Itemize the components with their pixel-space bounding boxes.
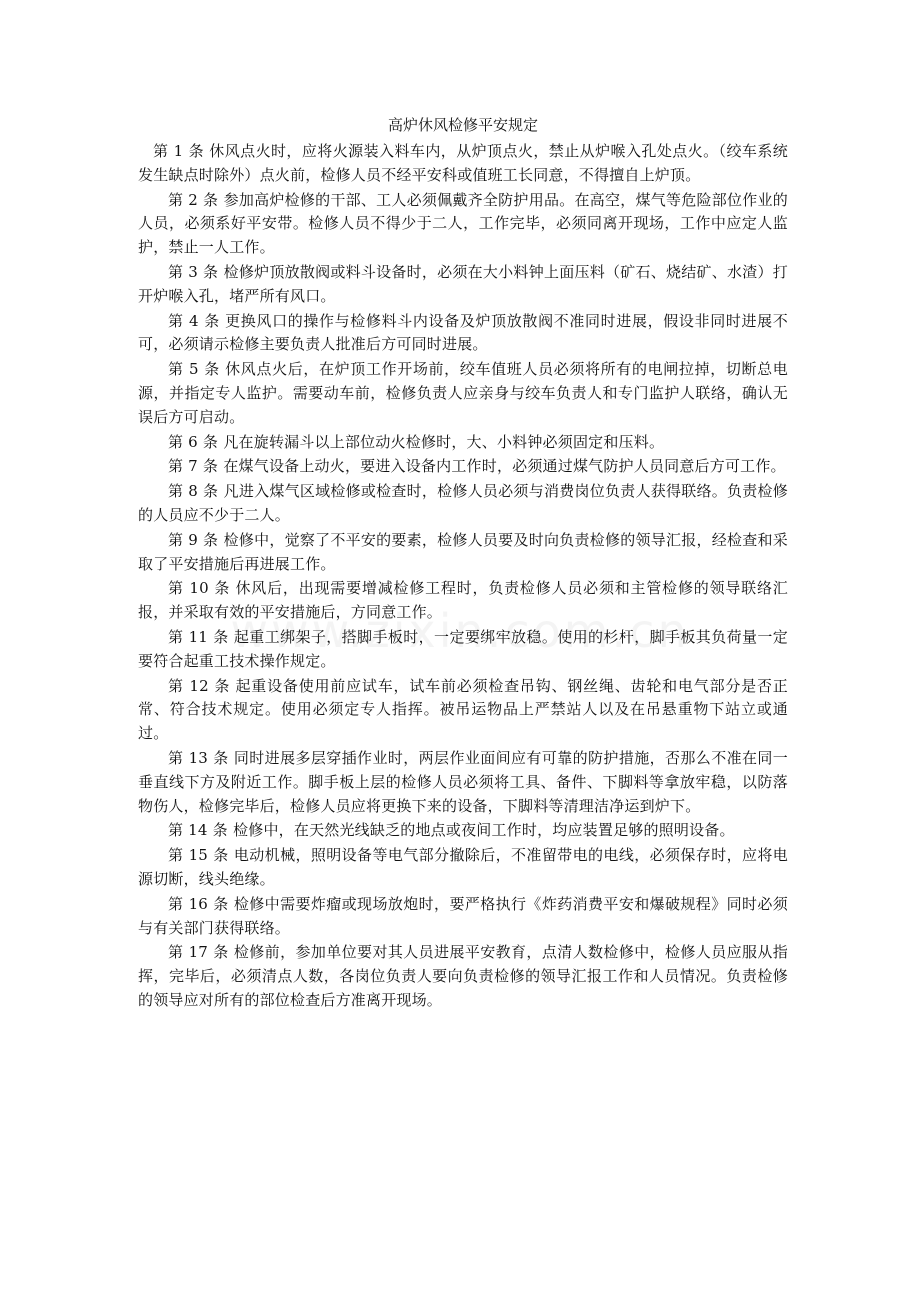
clause-text: 检修中，在天然光线缺乏的地点或夜间工作时，均应装置足够的照明设备。 — [233, 821, 735, 840]
clause-11 — [138, 626, 788, 674]
clause-number: 第 4 条 — [168, 311, 220, 330]
clause-text: 起重设备使用前应试车，试车前必须检查吊钩、钢丝绳、齿轮和电气部分是否正常、符合技术规定。使用必须定专人指挥。被吊运物品上严禁站人以及在吊悬重物下站立或通过。 — [138, 676, 788, 743]
clause-text: 凡在旋转漏斗以上部位动火检修时，大、小料钟必须固定和压料。 — [223, 432, 665, 451]
clause-number: 第 3 条 — [168, 262, 219, 281]
clause-text: 电动机械，照明设备等电气部分撤除后，不准留带电的电线，必须保存时，应将电源切断，线头绝缘。 — [138, 846, 788, 888]
clause-number: 第 6 条 — [168, 432, 219, 451]
clause-3 — [138, 261, 788, 309]
clause-1 — [138, 140, 788, 188]
clause-number: 第 12 条 — [168, 676, 231, 695]
clause-text: 检修炉顶放散阀或料斗设备时，必须在大小料钟上面压料（矿石、烧结矿、水渣）打开炉喉入孔，堵严所有风口。 — [138, 262, 788, 305]
clause-number: 第 5 条 — [168, 360, 220, 379]
clause-number: 第 14 条 — [168, 821, 228, 840]
clause-text: 检修前，参加单位要对其人员进展平安教育，点清人数检修中，检修人员应服从指挥，完毕后，必须清点人数，各岗位负责人要向负责检修的领导汇报工作和人员情况。负责检修的领导应对所有的部位检查后方准离开现场。 — [138, 943, 788, 1009]
clause-12 — [138, 675, 788, 746]
clause-text: 检修中需要炸瘤或现场放炮时，要严格执行《炸药消费平安和爆破规程》同时必须与有关部门获得联络。 — [138, 894, 788, 937]
clause-13 — [138, 747, 788, 818]
clause-16 — [138, 893, 788, 941]
clause-text: 检修中，觉察了不平安的要素，检修人员要及时向负责检修的领导汇报，经检查和采取了平安措施后再进展工作。 — [138, 530, 788, 573]
clause-text: 同时进展多层穿插作业时，两层作业面间应有可靠的防护措施，否那么不准在同一垂直线下方及附近工作。脚手板上层的检修人员必须将工具、备件、下脚料等拿放牢稳，以防落物伤人，检修完毕后，检修人员应将更换下来的设备，下脚料等清理洁净运到炉下。 — [138, 748, 788, 815]
clause-text: 在煤气设备上动火，要进入设备内工作时，必须通过煤气防护人员同意后方可工作。 — [223, 457, 786, 476]
clause-number: 第 7 条 — [168, 457, 219, 476]
clause-text: 更换风口的操作与检修料斗内设备及炉顶放散阀不准同时进展，假设非同时进展不可，必须请示检修主要负责人批准后方可同时进展。 — [138, 311, 788, 354]
clause-number: 第 2 条 — [168, 190, 219, 209]
clause-text: 休风点火时，应将火源装入料车内，从炉顶点火，禁止从炉喉入孔处点火。（绞车系统发生缺点时除外）点火前，检修人员不经平安科或值班工长同意，不得擅自上炉顶。 — [138, 142, 788, 184]
clause-8 — [138, 480, 788, 528]
clause-number: 第 10 条 — [168, 579, 231, 598]
clause-2 — [138, 189, 788, 260]
clause-number: 第 13 条 — [168, 748, 229, 767]
clause-number: 第 8 条 — [168, 482, 219, 501]
clause-number: 第 11 条 — [168, 627, 229, 646]
clause-text: 休风后，出现需要增减检修工程时，负责检修人员必须和主管检修的领导联络汇报，并采取有效的平安措施后，方同意工作。 — [138, 579, 788, 622]
document-title: 高炉休风检修平安规定 — [387, 116, 538, 134]
clause-list — [138, 140, 788, 1013]
clause-text: 起重工绑架子，搭脚手板时，一定要绑牢放稳。使用的杉杆，脚手板其负荷量一定要符合起重工技术操作规定。 — [138, 627, 788, 670]
clause-number: 第 16 条 — [168, 894, 229, 913]
clause-number: 第 15 条 — [168, 846, 229, 865]
clause-10 — [138, 577, 788, 625]
clause-number: 第 17 条 — [168, 943, 229, 962]
clause-15 — [138, 844, 788, 892]
clause-14 — [138, 819, 788, 843]
clause-number: 第 9 条 — [168, 530, 219, 549]
clause-17 — [138, 941, 788, 1012]
clause-text: 凡进入煤气区域检修或检查时，检修人员必须与消费岗位负责人获得联络。负责检修的人员应不少于二人。 — [138, 482, 788, 524]
clause-text: 休风点火后，在炉顶工作开场前，绞车值班人员必须将所有的电闸拉掉，切断总电源，并指定专人监护。需要动车前，检修负责人应亲身与绞车负责人和专门监护人联络，确认无误后方可启动。 — [138, 360, 788, 426]
clause-5 — [138, 358, 788, 429]
clause-number: 第 1 条 — [153, 142, 205, 160]
clause-4 — [138, 310, 788, 358]
document-page — [138, 114, 788, 1014]
clause-7 — [138, 455, 788, 479]
clause-6 — [138, 431, 788, 455]
clause-text: 参加高炉检修的干部、工人必须佩戴齐全防护用品。在高空，煤气等危险部位作业的人员，必须系好平安带。检修人员不得少于二人，工作完毕，必须同离开现场，工作中应定人监护，禁止一人工作。 — [138, 190, 788, 257]
clause-9 — [138, 529, 788, 577]
